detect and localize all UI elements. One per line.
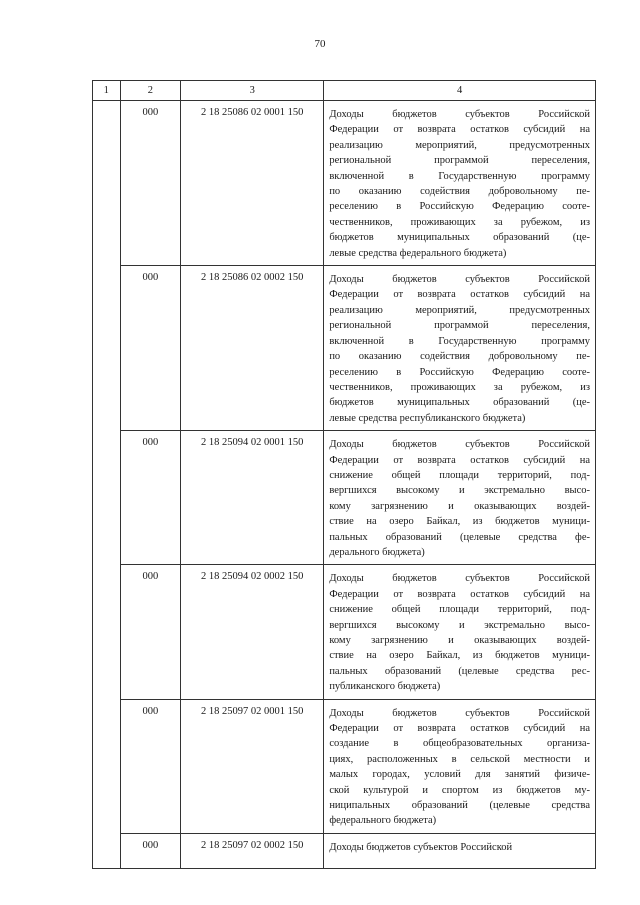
column-1-merged-cell <box>93 101 121 869</box>
description-line: ствие на озеро Байкал, из бюджетов муници- <box>329 516 590 528</box>
description-line: Федерации от возврата остатков субсидий на <box>329 289 590 301</box>
admin-code-cell: 000 <box>120 699 180 833</box>
description-line: пальных образований (целевые средства рес- <box>329 665 590 677</box>
description-line: Федерации от возврата остатков субсидий на <box>329 588 590 600</box>
description-line: бюджетов муниципальных образований (це- <box>329 232 590 244</box>
table-row <box>93 565 596 699</box>
description-line: Федерации от возврата остатков субсидий на <box>329 723 590 735</box>
description-line: Доходы бюджетов субъектов Российской <box>329 573 590 585</box>
description-line: по оказанию содействия добровольному пе- <box>329 351 590 363</box>
admin-code-cell: 000 <box>120 266 180 431</box>
budget-code-cell: 2 18 25086 02 0002 150 <box>181 266 324 431</box>
description-line: региональной программой переселения, <box>329 320 590 332</box>
description-line: левые средства республиканского бюджета) <box>329 412 526 424</box>
revenue-classification-table <box>92 80 596 869</box>
budget-code-cell: 2 18 25097 02 0001 150 <box>181 699 324 833</box>
description-line: включенной в Государственную программу <box>329 170 590 182</box>
description-line: федерального бюджета) <box>329 815 437 827</box>
description-line: дерального бюджета) <box>329 546 425 558</box>
description-line: публиканского бюджета) <box>329 681 441 693</box>
description-line: Доходы бюджетов субъектов Российской <box>329 841 513 853</box>
budget-code-cell: 2 18 25097 02 0002 150 <box>181 833 324 868</box>
table-header-row <box>93 81 596 101</box>
description-cell <box>324 565 596 699</box>
description-text <box>329 706 590 829</box>
description-cell <box>324 699 596 833</box>
description-cell <box>324 266 596 431</box>
description-text <box>329 571 590 694</box>
description-line: чественников, проживающих за рубежом, из <box>329 216 590 228</box>
description-text <box>329 437 590 560</box>
description-line: вергшихся высокому и экстремально высо- <box>329 619 590 631</box>
description-cell <box>324 101 596 266</box>
table-row <box>93 101 596 266</box>
description-cell <box>324 833 596 868</box>
description-line: по оказанию содействия добровольному пе- <box>329 186 590 198</box>
budget-code-cell: 2 18 25094 02 0001 150 <box>181 431 324 565</box>
table-row <box>93 266 596 431</box>
admin-code-cell: 000 <box>120 565 180 699</box>
description-line: малых городах, условий для занятий физиче- <box>329 769 590 781</box>
description-line: вергшихся высокому и экстремально высо- <box>329 485 590 497</box>
description-line: циях, расположенных в сельской местности и <box>329 753 590 765</box>
description-line: Федерации от возврата остатков субсидий на <box>329 124 590 136</box>
description-line: Федерации от возврата остатков субсидий на <box>329 454 590 466</box>
description-text <box>329 840 590 855</box>
description-line: ской культурой и спортом из бюджетов му- <box>329 784 590 796</box>
description-cell <box>324 431 596 565</box>
description-line: Доходы бюджетов субъектов Российской <box>329 439 590 451</box>
column-header-3: 3 <box>181 81 324 101</box>
description-line: снижение общей площади территорий, под- <box>329 604 590 616</box>
description-line: чественников, проживающих за рубежом, из <box>329 381 590 393</box>
description-text <box>329 272 590 426</box>
page-number: 70 <box>314 38 326 50</box>
description-line: Доходы бюджетов субъектов Российской <box>329 707 590 719</box>
admin-code-cell: 000 <box>120 431 180 565</box>
description-line: включенной в Государственную программу <box>329 335 590 347</box>
description-line: кому загрязнению и оказывающих воздей- <box>329 500 590 512</box>
budget-code-cell: 2 18 25094 02 0002 150 <box>181 565 324 699</box>
table-row <box>93 833 596 868</box>
description-line: пальных образований (целевые средства фе- <box>329 531 590 543</box>
table-row <box>93 699 596 833</box>
description-line: реселению в Российскую Федерацию сооте- <box>329 366 590 378</box>
description-line: Доходы бюджетов субъектов Российской <box>329 274 590 286</box>
table-row <box>93 431 596 565</box>
description-line: Доходы бюджетов субъектов Российской <box>329 109 590 120</box>
description-line: реализацию мероприятий, предусмотренных <box>329 304 590 316</box>
description-line: ствие на озеро Байкал, из бюджетов муници- <box>329 650 590 662</box>
budget-code-cell: 2 18 25086 02 0001 150 <box>181 101 324 266</box>
admin-code-cell: 000 <box>120 101 180 266</box>
column-header-1: 1 <box>93 81 121 101</box>
description-line: реселению в Российскую Федерацию сооте- <box>329 201 590 213</box>
description-line: реализацию мероприятий, предусмотренных <box>329 139 590 151</box>
description-line: кому загрязнению и оказывающих воздей- <box>329 635 590 646</box>
description-line: ниципальных образований (целевые средства <box>329 800 590 812</box>
description-line: региональной программой переселения, <box>329 155 590 167</box>
column-header-4: 4 <box>324 81 596 101</box>
column-header-2: 2 <box>120 81 180 101</box>
description-line: бюджетов муниципальных образований (це- <box>329 397 590 409</box>
description-line: снижение общей площади территорий, под- <box>329 469 590 481</box>
admin-code-cell: 000 <box>120 833 180 868</box>
description-line: создание в общеобразовательных организа- <box>329 738 590 750</box>
description-line: левые средства федерального бюджета) <box>329 247 507 259</box>
description-text <box>329 107 590 261</box>
